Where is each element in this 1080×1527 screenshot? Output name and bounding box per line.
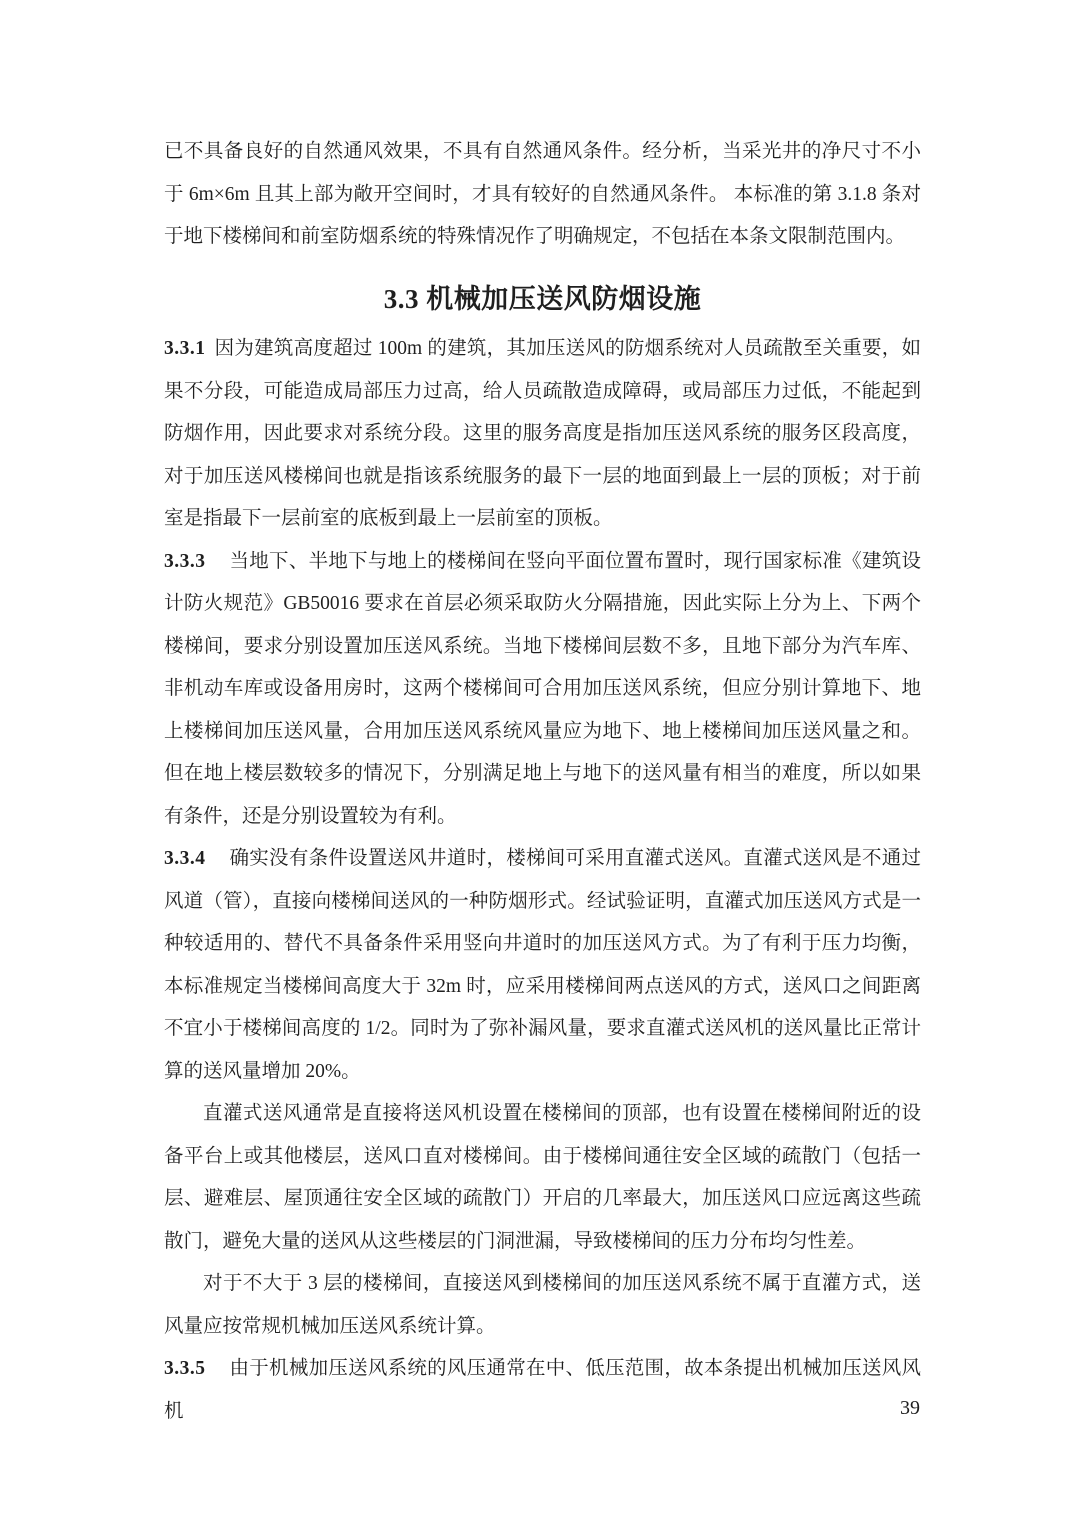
clause-3-3-5: 3.3.5 由于机械加压送风系统的风压通常在中、低压范围，故本条提出机械加压送风风机 — [164, 1358, 921, 1422]
clause-number: 3.3.4 — [164, 848, 206, 869]
clause-number: 3.3.1 — [164, 338, 206, 359]
document-content — [164, 131, 921, 1433]
clause-number: 3.3.3 — [164, 550, 206, 572]
clause-number: 3.3.5 — [164, 1358, 206, 1379]
body-paragraph: 对于不大于 3 层的楼梯间，直接送风到楼梯间的加压送风系统不属于直灌方式，送风量应按常规机械加压送风系统计算。 — [164, 1273, 921, 1337]
body-paragraph: 已不具备良好的自然通风效果，不具有自然通风条件。经分析，当采光井的净尺寸不小于 6m×6m 且其上部为敞开空间时，才具有较好的自然通风条件。 本标准的第 3.1.8 条对于地下楼梯间和前室防烟系统的特殊情况作了明确规定，不包括在本条文限制范围内。 — [164, 141, 921, 247]
body-paragraph: 直灌式送风通常是直接将送风机设置在楼梯间的顶部，也有设置在楼梯间附近的设备平台上或其他楼层，送风口直对楼梯间。由于楼梯间通往安全区域的疏散门（包括一层、避难层、屋顶通往安全区域的疏散门）开启的几率最大，加压送风口应远离这些疏散门，避免大量的送风从这些楼层的门洞泄漏，导致楼梯间的压力分布均匀性差。 — [164, 1103, 921, 1252]
clause-3-3-3: 3.3.3 当地下、半地下与地上的楼梯间在竖向平面位置布置时，现行国家标准《建筑设计防火规范》GB50016 要求在首层必须采取防火分隔措施，因此实际上分为上、下两个楼梯间，要求分别设置加压送风系统。当地下楼梯间层数不多，且地下部分为汽车库、非机动车库或设备用房时，这两个楼梯间可合用加压送风系统，但应分别计算地下、地上楼梯间加压送风量，合用加压送风系统风量应为地下、地上楼梯间加压送风量之和。但在地上楼层数较多的情况下，分别满足地上与地下的送风量有相当的难度，所以如果有条件，还是分别设置较为有利。 — [164, 550, 921, 827]
section-heading: 3.3 机械加压送风防烟设施 — [383, 283, 702, 314]
page-number: 39 — [900, 1397, 920, 1419]
clause-3-3-4: 3.3.4 确实没有条件设置送风井道时，楼梯间可采用直灌式送风。直灌式送风是不通过风道（管），直接向楼梯间送风的一种防烟形式。经试验证明，直灌式加压送风方式是一种较适用的、替代不具备条件采用竖向井道时的加压送风方式。为了有利于压力均衡，本标准规定当楼梯间高度大于 32m 时，应采用楼梯间两点送风的方式，送风口之间距离不宜小于楼梯间高度的 1/2。同时为了弥补漏风量，要求直灌式送风机的送风量比正常计算的送风量增加 20%。 — [164, 848, 921, 1082]
clause-3-3-1: 3.3.1 因为建筑高度超过 100m 的建筑，其加压送风的防烟系统对人员疏散至关重要，如果不分段，可能造成局部压力过高，给人员疏散造成障碍，或局部压力过低，不能起到防烟作用，因此要求对系统分段。这里的服务高度是指加压送风系统的服务区段高度，对于加压送风楼梯间也就是指该系统服务的最下一层的地面到最上一层的顶板；对于前室是指最下一层前室的底板到最上一层前室的顶板。 — [164, 338, 921, 529]
